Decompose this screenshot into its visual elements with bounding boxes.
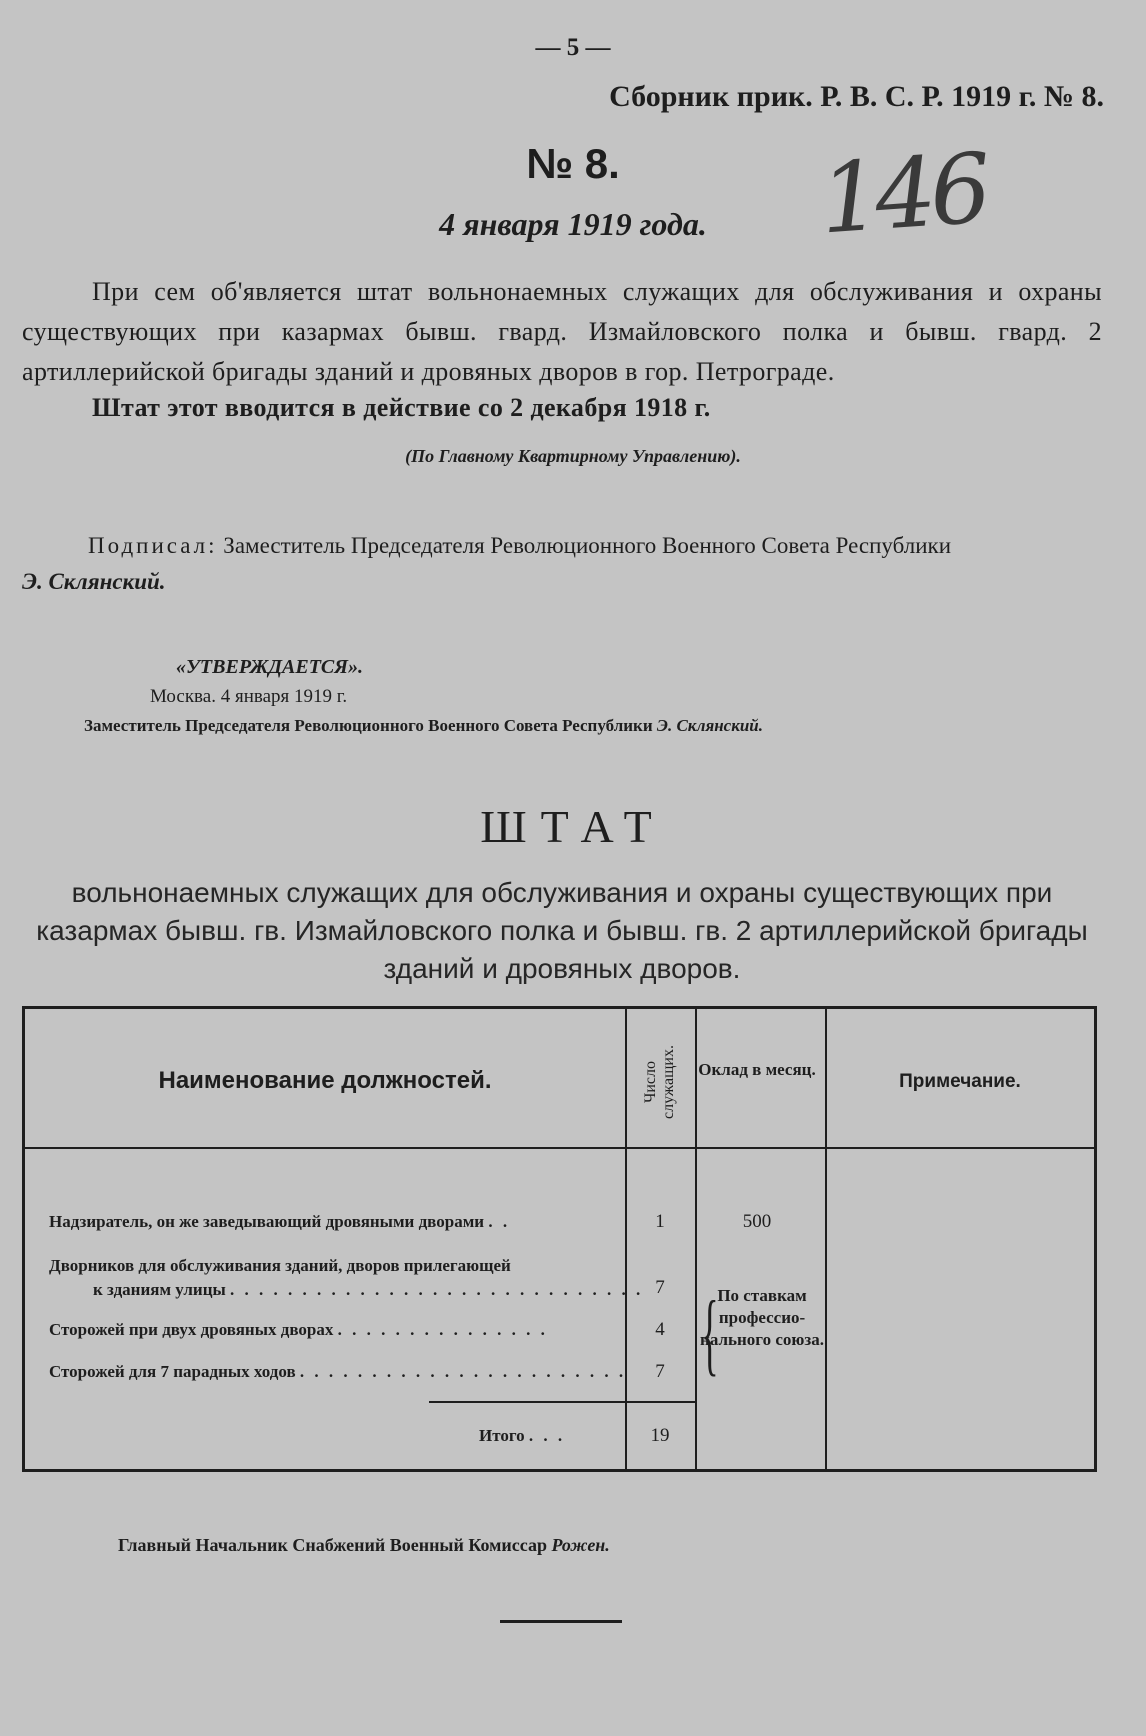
total-rule <box>429 1401 695 1403</box>
header-salary: Оклад в месяц. <box>698 1060 816 1079</box>
handwritten-page-mark: 146 <box>816 132 989 256</box>
rates-note: По ставкам профессио-нального союза. <box>700 1286 824 1349</box>
row-count: 4 <box>655 1319 665 1340</box>
header-note: Примечание. <box>899 1071 1021 1092</box>
approval-signed <box>84 716 763 736</box>
row-count: 7 <box>655 1277 665 1298</box>
total-row <box>479 1423 565 1449</box>
signed-label: Подписал: <box>88 533 218 558</box>
row-count: 1 <box>655 1211 665 1232</box>
row-position: Сторожей для 7 парадных ходов <box>49 1362 296 1381</box>
staff-table <box>22 1006 1097 1472</box>
header-count-label: Число служащих. <box>642 1045 678 1119</box>
approval-title: «УТВЕРЖДАЕТСЯ». <box>176 656 364 678</box>
signed-position: Заместитель Председателя Революционного Военного Совета Республики <box>223 533 952 558</box>
signer-name: Э. Склянский. <box>22 569 166 594</box>
order-date: 4 января 1919 года. <box>439 206 707 242</box>
order-source: (По Главному Квартирному Управлению). <box>405 446 741 466</box>
order-paragraph-2: Штат этот вводится в действие со 2 декабря 1918 г. <box>92 393 711 422</box>
approval-position: Заместитель Председателя Революционного Военного Совета Республики <box>84 716 653 735</box>
header-rule <box>25 1147 1094 1149</box>
row-dots: . . . . . . . . . . . . . . . . . . . . . . . <box>299 1362 627 1381</box>
footer-position: Главный Начальник Снабжений Военный Комиссар <box>118 1535 548 1555</box>
row-dots: . . . . . . . . . . . . . . . <box>337 1320 548 1339</box>
row-dots: . . . . . . . . . . . . . . . . . . . . . . . . . . . . . <box>230 1280 644 1299</box>
shtat-subtitle: вольнонаемных служащих для обслуживания и охраны существующих при казармах бывш. гв. Измайловского полка и бывш. гв. 2 артиллерийской бригады зданий и дровяных дворов. <box>36 877 1088 984</box>
row-position: Сторожей при двух дровяных дворах <box>49 1320 334 1339</box>
total-label: Итого <box>479 1426 525 1445</box>
collection-header: Сборник прик. Р. В. С. Р. 1919 г. № 8. <box>609 80 1104 113</box>
row-salary: 500 <box>742 1211 772 1232</box>
brace-icon: { <box>701 1282 719 1384</box>
order-paragraph-1: При сем об'является штат вольнонаемных служащих для обслуживания и охраны существующих при казармах бывш. гвард. Измайловского полка и бывш. гвард. 2 артиллерийской бригады зданий и дровяных дворов в гор. Петрограде. <box>22 277 1102 386</box>
approval-place-date: Москва. 4 января 1919 г. <box>150 686 348 707</box>
total-dots: . . . <box>528 1426 566 1445</box>
shtat-title: ШТАТ <box>480 801 666 852</box>
row-position: Дворников для обслуживания зданий, дворов прилегающей <box>49 1256 511 1275</box>
header-position-name: Наименование должностей. <box>158 1067 492 1094</box>
table-row <box>49 1317 548 1343</box>
table-row <box>49 1359 626 1385</box>
signed-block <box>22 528 1102 600</box>
total-count: 19 <box>650 1425 670 1446</box>
page-number: — 5 — <box>535 34 611 61</box>
approval-signer-name: Э. Склянский. <box>656 716 763 735</box>
order-number: № 8. <box>526 140 620 187</box>
table-row <box>49 1253 511 1279</box>
row-count: 7 <box>655 1361 665 1382</box>
row-position: Надзиратель, он же заведывающий дровяными дворами <box>49 1212 485 1231</box>
footer-rule <box>500 1620 622 1623</box>
table-row <box>49 1209 510 1235</box>
table-row-continued <box>93 1277 643 1303</box>
row-dots: . . <box>488 1212 511 1231</box>
header-count <box>625 1027 695 1137</box>
footer-signature <box>118 1535 610 1556</box>
footer-signer-name: Рожен. <box>551 1535 610 1555</box>
row-position-cont: к зданиям улицы <box>93 1280 226 1299</box>
